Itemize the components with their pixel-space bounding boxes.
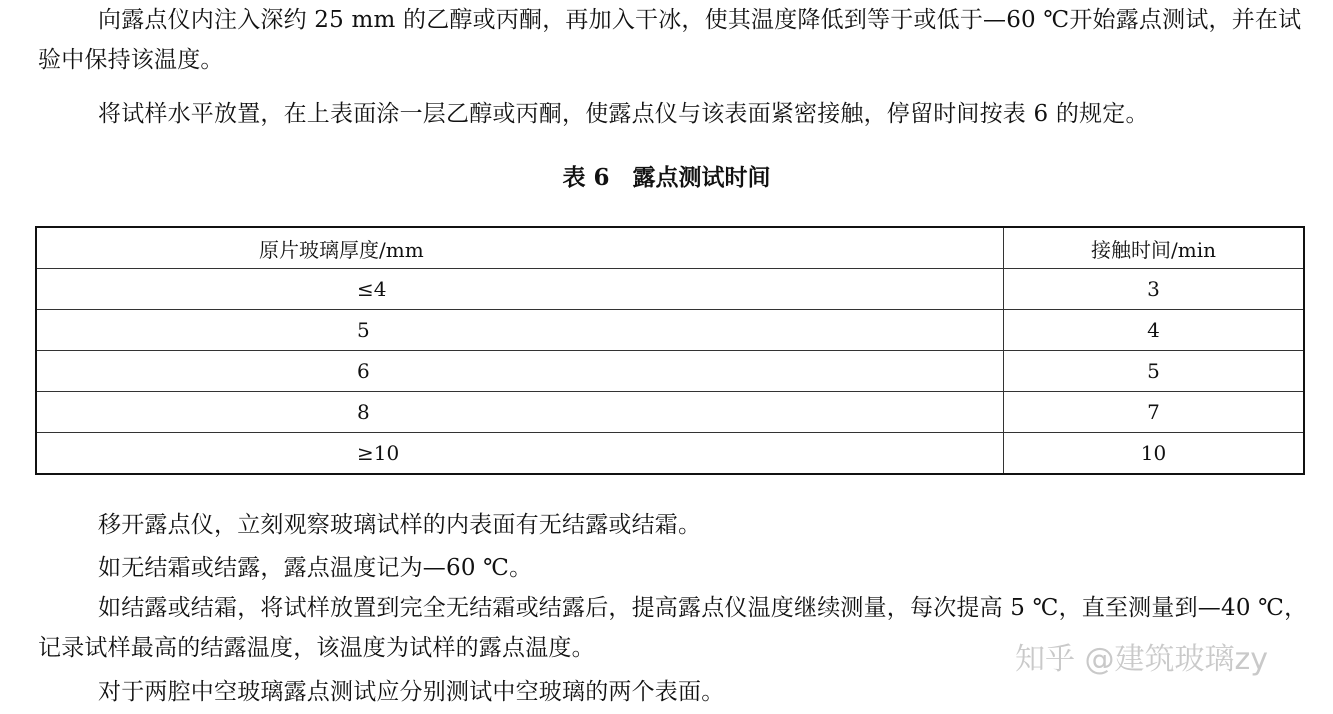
cell-thickness: ≥10 (36, 433, 1004, 475)
paragraph-frost-procedure: 如结露或结霜，将试样放置到完全无结霜或结露后，提高露点仪温度继续测量，每次提高 5 ℃，直至测量到—40 ℃，记录试样最高的结露温度，该温度为试样的露点温度。 (38, 595, 1308, 661)
cell-time: 10 (1004, 433, 1305, 475)
cell-thickness: ≤4 (36, 269, 1004, 310)
cell-time: 7 (1004, 392, 1305, 433)
paragraph-dew-point-setup: 向露点仪内注入深约 25 mm 的乙醇或丙酮，再加入干冰，使其温度降低到等于或低于—60 ℃开始露点测试，并在试验中保持该温度。 (38, 7, 1302, 73)
paragraph-observe: 移开露点仪，立刻观察玻璃试样的内表面有无结露或结霜。 (98, 512, 702, 538)
cell-time: 3 (1004, 269, 1305, 310)
cell-time: 5 (1004, 351, 1305, 392)
paragraph-sample-placement: 将试样水平放置，在上表面涂一层乙醇或丙酮，使露点仪与该表面紧密接触，停留时间按表 6 的规定。 (98, 101, 1149, 127)
table-row (36, 269, 1304, 310)
table-row (36, 351, 1304, 392)
cell-thickness: 8 (36, 392, 1004, 433)
cell-thickness: 5 (36, 310, 1004, 351)
table-header-row (36, 227, 1304, 269)
header-contact-time: 接触时间/min (1004, 227, 1305, 269)
cell-thickness: 6 (36, 351, 1004, 392)
cell-time: 4 (1004, 310, 1305, 351)
paragraph-no-frost: 如无结霜或结露，露点温度记为—60 ℃。 (98, 555, 533, 581)
table-title: 表 6 露点测试时间 (562, 164, 771, 191)
table-row (36, 392, 1304, 433)
watermark: 知乎 @建筑玻璃zy (1015, 642, 1269, 677)
dew-point-time-table (35, 226, 1305, 475)
table-row (36, 433, 1304, 475)
table-row (36, 310, 1304, 351)
header-thickness: 原片玻璃厚度/mm (36, 227, 1004, 269)
paragraph-double-cavity: 对于两腔中空玻璃露点测试应分别测试中空玻璃的两个表面。 (98, 679, 725, 705)
